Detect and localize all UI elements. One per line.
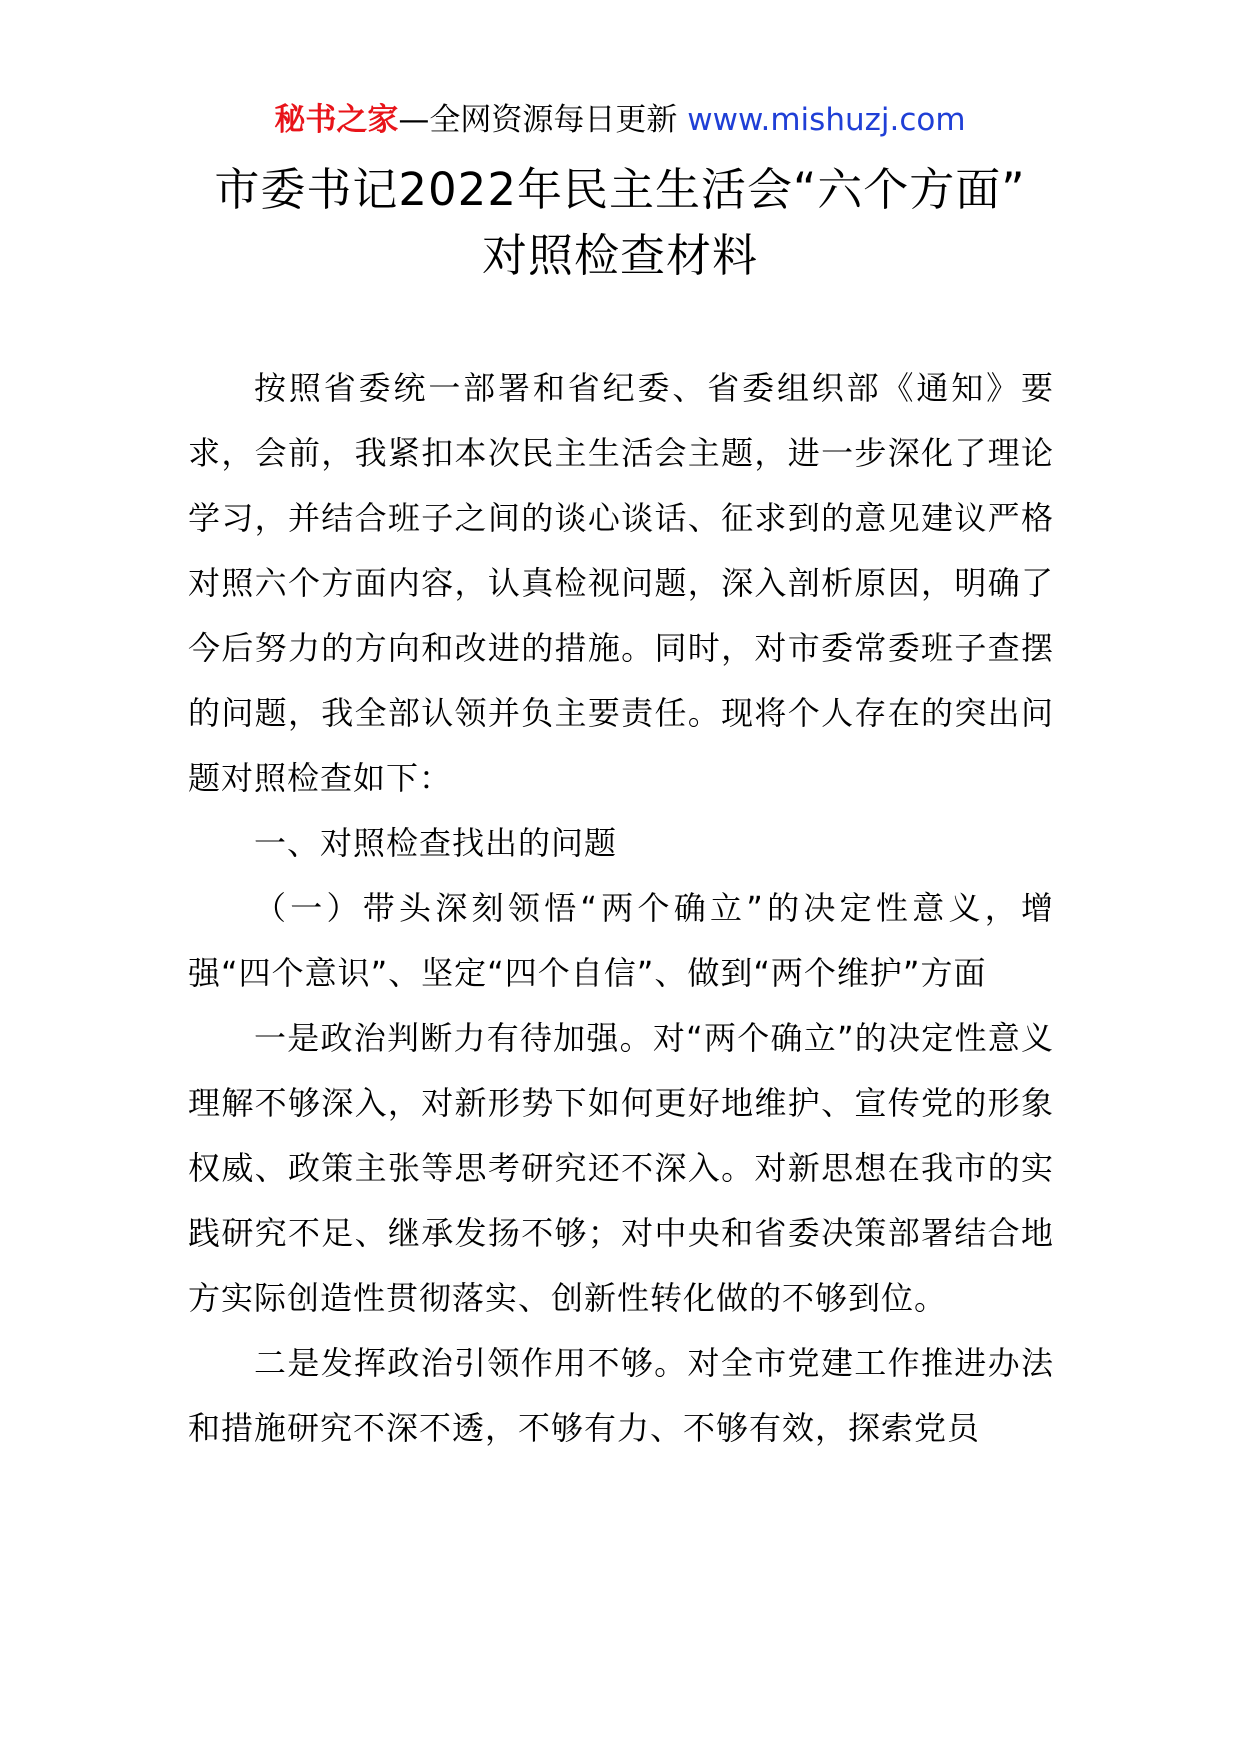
body-paragraph: 一是政治判断力有待加强。对“两个确立”的决定性意义理解不够深入，对新形势下如何更好地维护、宣传党的形象权威、政策主张等思考研究还不深入。对新思想在我市的实践研究不足、继承发扬不够；对中央和省委决策部署结合地方实际创造性贯彻落实、创新性转化做的不够到位。 xyxy=(188,1019,1054,1317)
section-heading: 一、对照检查找出的问题 xyxy=(254,824,618,862)
intro-paragraph: 按照省委统一部署和省纪委、省委组织部《通知》要求，会前，我紧扣本次民主生活会主题，进一步深化了理论学习，并结合班子之间的谈心谈话、征求到的意见建议严格对照六个方面内容，认真检视问题，深入剖析原因，明确了今后努力的方向和改进的措施。同时，对市委常委班子查摆的问题，我全部认领并负主要责任。现将个人存在的突出问题对照检查如下： xyxy=(188,369,1054,797)
site-slogan: —全网资源每日更新 xyxy=(398,102,678,138)
body-paragraph: 二是发挥政治引领作用不够。对全市党建工作推进办法和措施研究不深不透，不够有力、不够有效，探索党员 xyxy=(188,1344,1054,1447)
document-body xyxy=(188,356,1054,1461)
document-title-line-1: 市委书记2022年民主生活会“六个方面” xyxy=(214,163,1026,216)
site-brand[interactable]: 秘书之家 xyxy=(274,102,399,138)
site-url-link[interactable]: www.mishuzj.com xyxy=(687,102,966,138)
document-title-line-2: 对照检查材料 xyxy=(481,229,758,282)
subsection-heading: （一）带头深刻领悟“两个确立”的决定性意义，增强“四个意识”、坚定“四个自信”、做到“两个维护”方面 xyxy=(188,889,1054,992)
site-header xyxy=(0,100,1240,140)
